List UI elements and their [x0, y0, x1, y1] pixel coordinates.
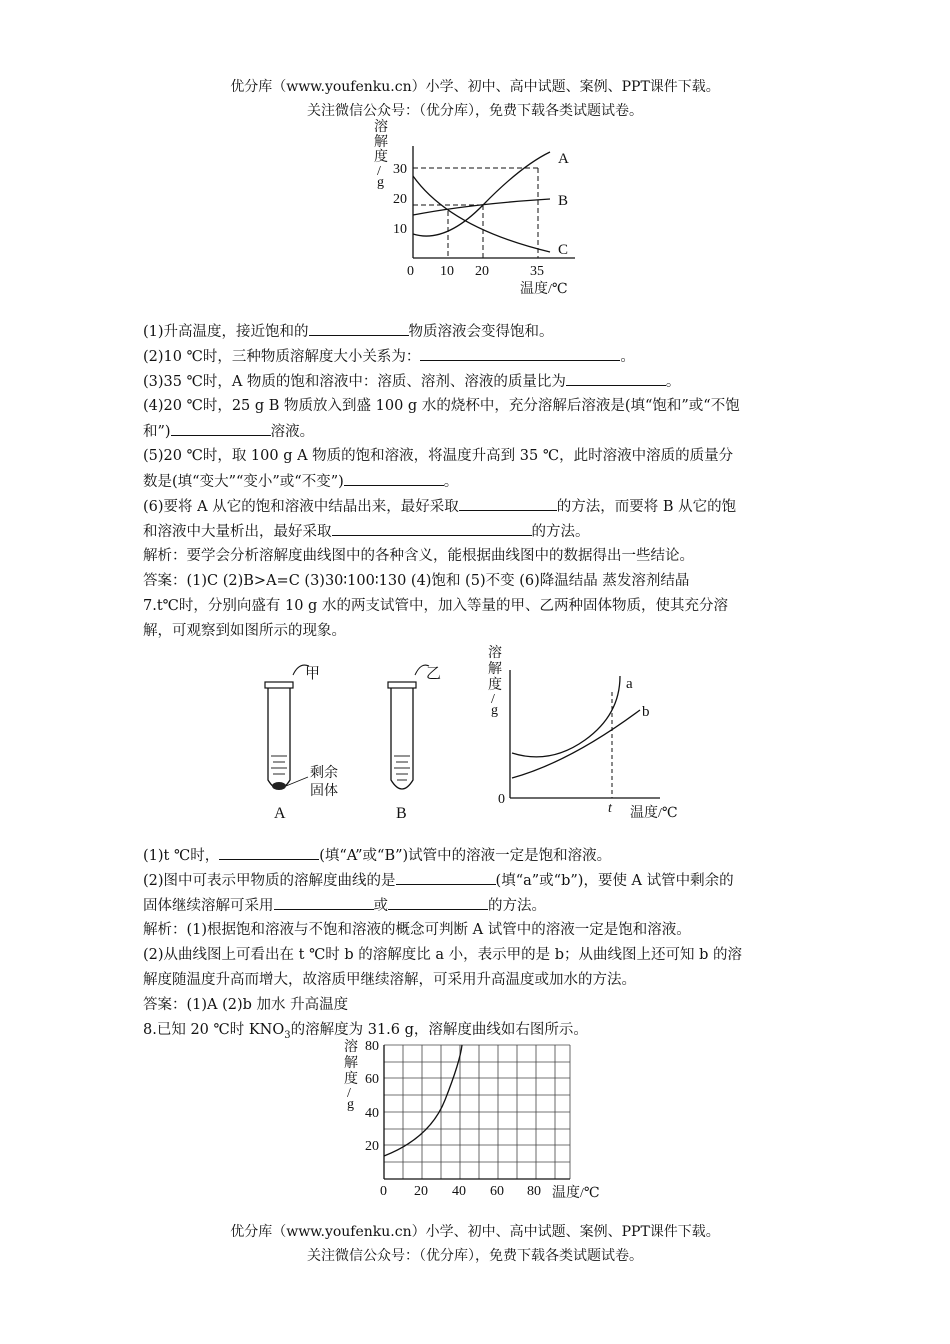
q6-part6-line1: (6)要将 A 从它的饱和溶液中结晶出来，最好采取 的方法，而要将 B 从它的饱	[143, 495, 808, 518]
figure-1-solubility-chart	[360, 118, 590, 300]
fig1-xlabel: 温度/℃	[520, 282, 568, 297]
answer-blank[interactable]	[396, 869, 496, 885]
q6-part5-line2: 数是(填“变大”“变小”或“不变”) 。	[143, 470, 808, 493]
q6-analysis: 解析：要学会分析溶解度曲线图中的各种含义，能根据曲线图中的数据得出一些结论。	[143, 548, 694, 564]
curve-b-label: b	[642, 704, 650, 720]
fig1-ytick: 30	[393, 162, 407, 177]
answer-blank[interactable]	[388, 894, 488, 910]
fig1-xtick: 20	[475, 264, 489, 279]
q6-part6-line2: 和溶液中大量析出，最好采取 的方法。	[143, 520, 808, 543]
footer-line-1: 优分库（www.youfenku.cn）小学、初中、高中试题、案例、PPT课件下载。	[230, 1224, 720, 1240]
fig2-origin: 0	[498, 792, 505, 807]
curve-a-label: a	[626, 676, 633, 692]
fig2-ylabel-char: 度	[488, 678, 502, 693]
q6-part3: (3)35 ℃时，A 物质的饱和溶液中：溶质、溶剂、溶液的质量比为 。	[143, 370, 808, 393]
fig3-xtick: 0	[380, 1184, 387, 1199]
fig3-ylabel-char: /	[347, 1086, 351, 1101]
q7-part1: (1)t ℃时， (填“A”或“B”)试管中的溶液一定是饱和溶液。	[143, 844, 808, 867]
fig2-xlabel: 温度/℃	[630, 806, 678, 821]
q7-stem-line1: 7.t℃时，分别向盛有 10 g 水的两支试管中，加入等量的甲、乙两种固体物质，使其充分溶	[143, 598, 728, 614]
header-line-1: 优分库（www.youfenku.cn）小学、初中、高中试题、案例、PPT课件下载。	[230, 79, 720, 95]
answer-blank[interactable]	[274, 894, 374, 910]
curve-A-label: A	[558, 151, 569, 167]
figure-3-kno3-chart	[340, 1038, 610, 1203]
curve-a	[512, 676, 620, 757]
answer-blank[interactable]	[332, 520, 532, 536]
tube-b-label: B	[396, 805, 407, 822]
fig3-grid	[384, 1045, 570, 1179]
curve-C-label: C	[558, 242, 569, 258]
figure-2-test-tubes	[255, 660, 455, 830]
fig1-ylabel-char: /	[377, 164, 381, 179]
fig3-xtick: 40	[452, 1184, 466, 1199]
q6-part2: (2)10 ℃时，三种物质溶解度大小关系为： 。	[143, 345, 808, 368]
q7-part2-line2: 固体继续溶解可采用 或 的方法。	[143, 894, 808, 917]
q6-part4-line1: (4)20 ℃时，25 g B 物质放入到盛 100 g 水的烧杯中，充分溶解后溶液是(填“饱和”或“不饱	[143, 398, 740, 414]
q7-analysis-2: (2)从曲线图上可看出在 t ℃时 b 的溶解度比 a 小，表示甲的是 b；从曲线图上还可知 b 的溶	[143, 947, 743, 963]
q6-answer: 答案：(1)C (2)B>A=C (3)30∶100∶130 (4)饱和 (5)不变 (6)降温结晶 蒸发溶剂结晶	[143, 573, 690, 589]
fig3-xtick: 80	[527, 1184, 541, 1199]
fig3-ylabel-char: g	[347, 1097, 354, 1112]
answer-blank[interactable]	[309, 320, 409, 336]
fig3-ytick: 60	[365, 1072, 379, 1087]
tube-a-label: A	[274, 805, 286, 822]
fig3-xtick: 20	[414, 1184, 428, 1199]
fig1-ylabel-char: g	[377, 175, 384, 190]
fig1-xtick: 10	[440, 264, 454, 279]
tube-b-liquid	[394, 756, 410, 780]
fig3-ylabel-char: 度	[344, 1072, 358, 1087]
tube-a-residue	[272, 782, 286, 790]
fig1-xtick: 35	[530, 264, 544, 279]
q6-part4-line2: 和”) 溶液。	[143, 420, 808, 443]
fig2-t-label: t	[608, 801, 612, 816]
header-line-2: 关注微信公众号：（优分库），免费下载各类试题试卷。	[307, 103, 643, 119]
tube-a-liquid	[271, 756, 287, 774]
fig3-ytick: 20	[365, 1139, 379, 1154]
tube-b-rim	[388, 682, 416, 688]
fig3-xtick: 60	[490, 1184, 504, 1199]
fig1-ylabel-char: 度	[374, 150, 388, 165]
fig1-ylabel-char: 解	[374, 135, 388, 150]
q7-stem-line2: 解，可观察到如图所示的现象。	[143, 623, 346, 639]
fig2-ylabel-char: g	[491, 703, 498, 718]
tube-a-rim	[265, 682, 293, 688]
q6-part5-line1: (5)20 ℃时，取 100 g A 物质的饱和溶液，将温度升高到 35 ℃，此时溶液中溶质的质量分	[143, 448, 734, 464]
answer-blank[interactable]	[171, 420, 271, 436]
tube-b-mark: 乙	[426, 666, 442, 682]
figure-2-solubility-graph	[480, 640, 695, 825]
fig3-ytick: 40	[365, 1106, 379, 1121]
q8-stem: 8.已知 20 ℃时 $KNO_3$的溶解度为 31.6 g，溶解度曲线如右图所示。	[143, 1022, 588, 1041]
q7-analysis-1: 解析：(1)根据饱和溶液与不饱和溶液的概念可判断 A 试管中的溶液一定是饱和溶液。	[143, 922, 691, 938]
footer-line-2: 关注微信公众号：（优分库），免费下载各类试题试卷。	[307, 1248, 643, 1264]
curve-B-label: B	[558, 193, 569, 209]
fig3-ytick: 80	[365, 1039, 379, 1054]
answer-blank[interactable]	[420, 345, 620, 361]
fig2-ylabel-char: 溶	[488, 646, 502, 661]
residue-label-2: 固体	[310, 784, 338, 799]
answer-blank[interactable]	[459, 495, 557, 511]
fig3-xlabel: 温度/℃	[552, 1186, 600, 1201]
answer-blank[interactable]	[344, 470, 444, 486]
fig2-ylabel-char: 解	[488, 662, 502, 677]
fig1-ytick: 10	[393, 222, 407, 237]
fig1-ylabel-char: 溶	[374, 120, 388, 135]
fig2-ylabel-char: /	[491, 692, 495, 707]
answer-blank[interactable]	[219, 844, 319, 860]
q6-part1: (1)升高温度，接近饱和的 物质溶液会变得饱和。	[143, 320, 808, 343]
fig1-xtick: 0	[407, 264, 414, 279]
fig3-ylabel-char: 溶	[344, 1040, 358, 1055]
q7-part2-line1: (2)图中可表示甲物质的溶解度曲线的是 (填“a”或“b”)，要使 A 试管中剩余的	[143, 869, 808, 892]
answer-blank[interactable]	[566, 370, 666, 386]
tube-a-mark: 甲	[305, 666, 321, 682]
curve-b	[512, 710, 640, 778]
fig1-ytick: 20	[393, 192, 407, 207]
fig3-ylabel-char: 解	[344, 1056, 358, 1071]
curve-A	[413, 152, 550, 236]
curve-C	[413, 176, 550, 252]
residue-label-1: 剩余	[310, 766, 338, 781]
q7-analysis-3: 解度随温度升高而增大，故溶质甲继续溶解，可采用升高温度或加水的方法。	[143, 972, 636, 988]
q7-answer: 答案：(1)A (2)b 加水 升高温度	[143, 997, 349, 1013]
